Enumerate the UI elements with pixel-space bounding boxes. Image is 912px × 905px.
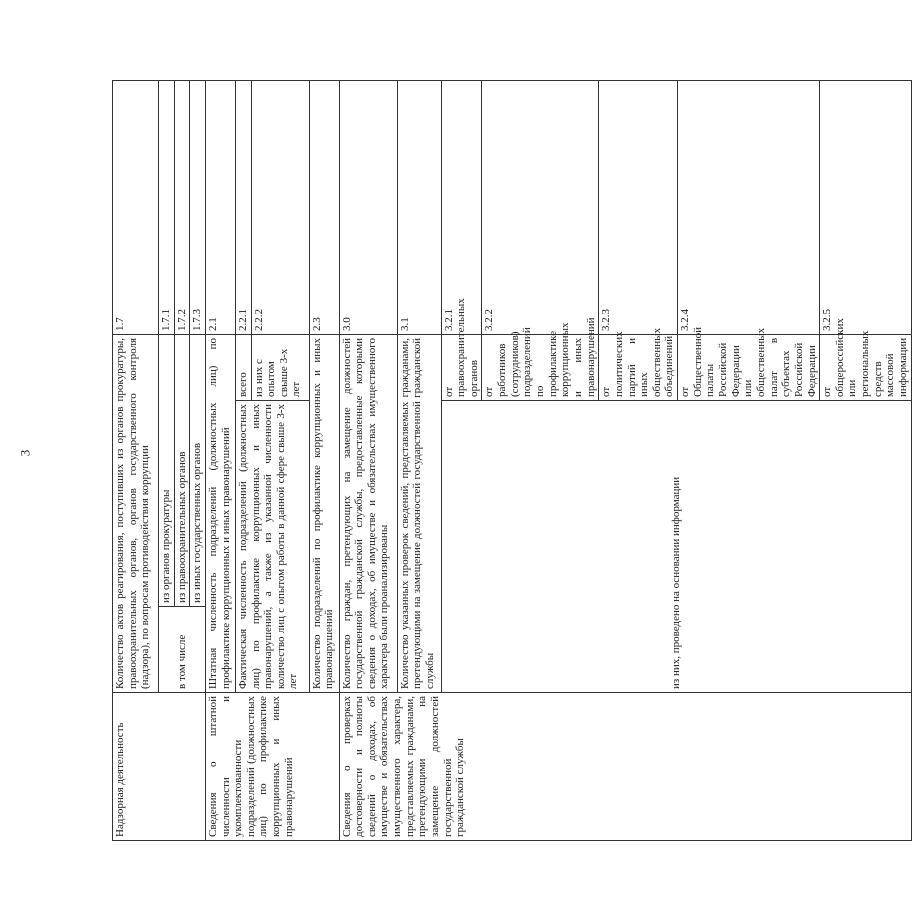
- row-text: Количество указанных проверок сведений, представляемых гражданами, претендующими на замещение должностей государственной гражданской службы: [397, 334, 441, 692]
- row-code: 2.2.2: [251, 80, 309, 334]
- row-code: 1.7.2: [174, 80, 190, 334]
- row-text: от Общественной палаты Российской Федерации или общественных палат в субъектах Российской Федерации: [678, 334, 820, 400]
- row-text: из органов прокуратуры: [159, 334, 175, 606]
- report-table-container: [112, 81, 909, 841]
- group-cell: из них, проведено на основании информации: [441, 401, 911, 693]
- row-code: 3.2.5: [820, 80, 911, 334]
- row-text: из иных государственных органов: [190, 334, 206, 606]
- row-text: из них с опытом свыше 3-х лет: [251, 334, 309, 400]
- page-number: 3: [17, 449, 33, 457]
- report-table: [112, 80, 912, 841]
- row-code: 3.2.1: [441, 80, 482, 334]
- row-text: от правоохранительных органов: [441, 334, 482, 400]
- row-code: 3.0: [339, 80, 397, 334]
- row-code: 1.7.1: [159, 80, 175, 334]
- row-text: от общероссийских или региональных средств массовой информации: [820, 334, 911, 400]
- group-cell: в том числе: [159, 607, 206, 693]
- row-text: Количество граждан, претендующих на замещение должностей государственной гражданской службы, предоставленные которыми сведения о доходах, об имуществе и обязательствах имущественного характера были проанализированы: [339, 334, 397, 692]
- row-text: всего: [235, 334, 251, 400]
- row-text: Количество подразделений по профилактике коррупционных и иных правонарушений: [309, 334, 339, 692]
- group-cell: Фактическая численность подразделений (должностных лиц) по профилактике коррупционных и иных правонарушений, а также из указанной численности количество лиц с опытом работы в данной сфере свыше 3-х лет: [235, 401, 309, 693]
- row-code: 2.3: [309, 80, 339, 334]
- row-text: Штатная численность подразделений (должностных лиц) по профилактике коррупционных и иных правонарушений: [205, 334, 235, 692]
- row-text: от работников (сотрудников) подразделений по профилактике коррупционных и иных правонарушений: [482, 334, 599, 400]
- row-code: 3.1: [397, 80, 441, 334]
- table-row: [205, 80, 235, 840]
- row-code: 2.1: [205, 80, 235, 334]
- row-text: из правоохранительных органов: [174, 334, 190, 606]
- section-cell-checks: Сведения о проверках достоверности и полноты сведений о доходах, об имуществе и обязательствах имущественного характера, представляемых гражданами, претендующими на замещение должностей государственной гражданской службы: [339, 693, 911, 841]
- row-text: от политических партий и иных общественных объединений: [599, 334, 678, 400]
- row-text: Количество актов реагирования, поступивших из органов прокуратуры, правоохранительных органов, органов государственного контроля (надзора), по вопросам противодействия коррупции: [113, 334, 159, 692]
- row-code: 3.2.4: [678, 80, 820, 334]
- section-cell-supervision: Надзорная деятельность: [113, 693, 206, 841]
- table-row: [339, 80, 397, 840]
- row-code: 2.2.1: [235, 80, 251, 334]
- row-code: 1.7: [113, 80, 159, 334]
- row-code: 1.7.3: [190, 80, 206, 334]
- row-code: 3.2.3: [599, 80, 678, 334]
- table-row: [113, 80, 159, 840]
- section-cell-staffing: Сведения о штатной численности и укомплектованности подразделений (должностных лиц) по профилактике коррупционных и иных правонарушений: [205, 693, 339, 841]
- row-code: 3.2.2: [482, 80, 599, 334]
